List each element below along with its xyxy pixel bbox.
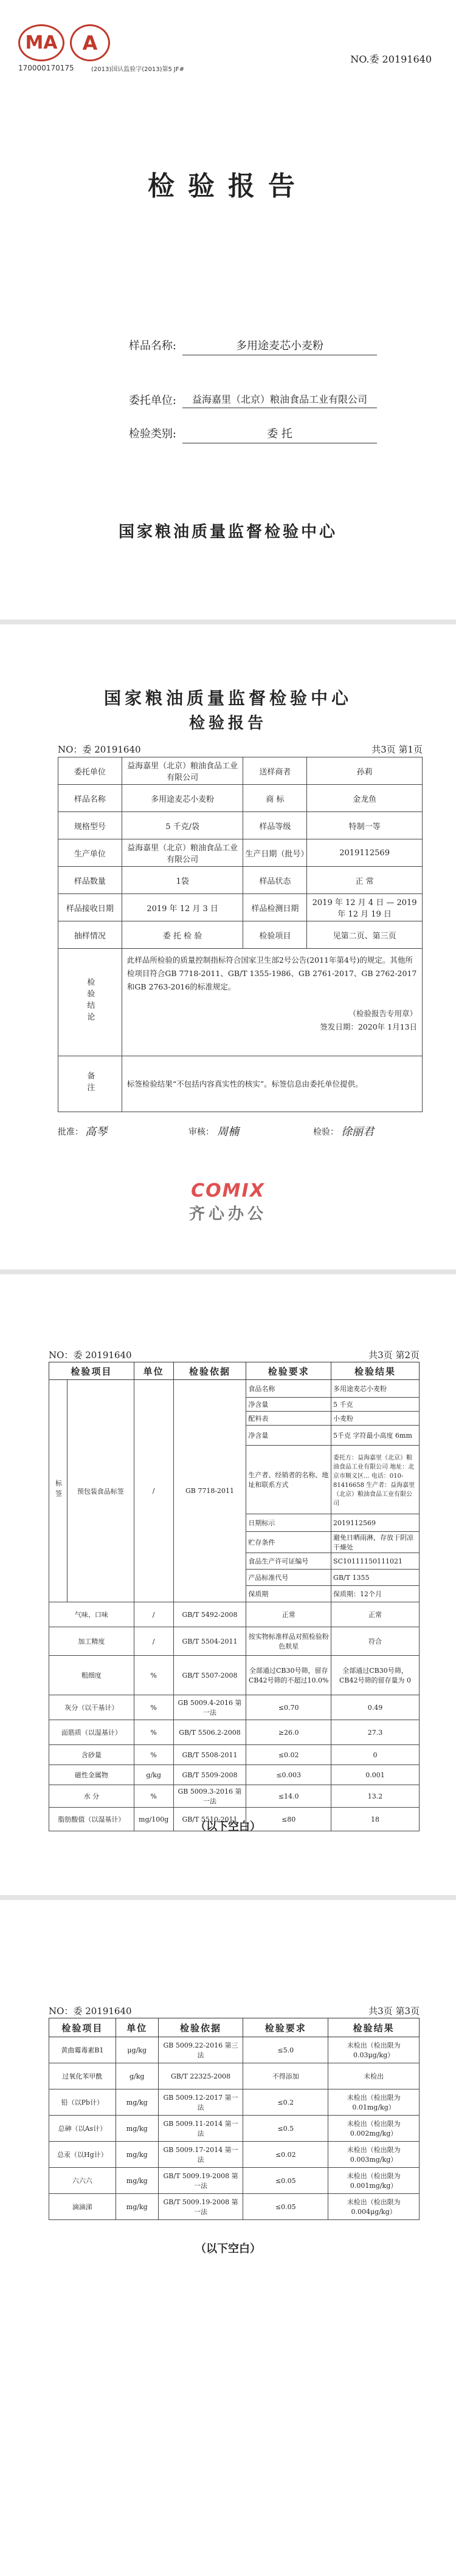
col-header: 检验依据 [173,1362,246,1380]
table-row [49,2168,420,2194]
cell: % [134,1745,173,1765]
cal-code: (2013)国认监验字(2013)第5 JF# [91,66,185,73]
cell: 样品数量 [58,867,122,894]
cell: 委 托 检 验 [122,921,243,949]
table-row [58,867,423,894]
cell: GB/T 5509-2008 [173,1765,246,1785]
cell: GB 5009.11-2014 第一法 [158,2116,243,2142]
cell: 多用途麦芯小麦粉 [331,1380,420,1398]
cell: 2019112569 [307,839,423,867]
cell: 未检出 [328,2063,420,2089]
table-row [49,2037,420,2063]
page-separator [0,1269,456,1274]
report-number: NO.委 20191640 [350,53,432,65]
cell: 18 [331,1808,420,1831]
cell: ≤80 [246,1808,331,1831]
col-header: 检验结果 [328,2018,420,2037]
cell: 送样商者 [243,757,307,785]
cell: 益海嘉里（北京）粮油食品工业有限公司 [122,839,243,867]
cell: 检验项目 [243,921,307,949]
results-table [49,1362,420,1831]
cell: 样品等级 [243,812,307,839]
cell: 生产单位 [58,839,122,867]
cell: GB/T 5508-2011 [173,1745,246,1765]
comix-cn: 齐心办公 [188,1205,267,1223]
cell: 脂肪酸值（以湿基计） [49,1808,134,1831]
cell: 2019 年 12 月 3 日 [122,894,243,921]
cell: mg/kg [116,2116,158,2142]
cell: 委托方：益海嘉里（北京）粮油食品工业有限公司 地址：北京市顺义区... 电话：010-81416658 生产者：益海嘉里（北京）粮油食品工业有限公司 [331,1446,420,1514]
report-number: NO：委 20191640 [58,744,141,755]
cell: 0 [331,1745,420,1765]
cell: 过氧化苯甲酰 [49,2063,116,2089]
cell: 特制一等 [307,812,423,839]
header-row [49,2018,420,2037]
approve-signature: 高琴 [85,1126,107,1138]
cell: mg/100g [134,1808,173,1831]
cell: 委托单位 [58,757,122,785]
cell: GB 5009.12-2017 第一法 [158,2089,243,2116]
cell: 黄曲霉毒素B1 [49,2037,116,2063]
cell: GB 5009.4-2016 第一法 [173,1695,246,1720]
cell: 不得添加 [243,2063,328,2089]
cell: % [134,1656,173,1695]
cell: ≤0.70 [246,1695,331,1720]
cell: mg/kg [116,2089,158,2116]
sample-info-table [58,757,423,1112]
center-title: 国家粮油质量监督检验中心 [103,688,352,708]
cell: 2019 年 12 月 4 日 — 2019 年 12 月 19 日 [307,894,423,921]
field-label: 样品名称: [128,340,176,352]
cell: g/kg [116,2063,158,2089]
label-group: 标签 [54,1480,63,1500]
cell: 磁性金属物 [49,1765,134,1785]
cell: 益海嘉里（北京）粮油食品工业有限公司 [122,757,243,785]
cell: 未检出（检出限为0.003mg/kg） [328,2142,420,2168]
table-row [49,2063,420,2089]
cell: 金龙鱼 [307,785,423,812]
cell: 配料表 [246,1412,331,1426]
cell: ≤0.05 [243,2168,328,2194]
cell: 食品名称 [246,1380,331,1398]
page-info: 共3页 第1页 [371,744,423,755]
conclusion-row [58,949,423,1056]
cell: ≤0.5 [243,2116,328,2142]
cell: 日期标示 [246,1514,331,1532]
cell: 粗细度 [49,1656,134,1695]
cell: 5 千克 [331,1398,420,1412]
comix-brand: COMIX [191,1180,265,1201]
cma-code: 170000170175 [18,64,74,72]
cell: SC10111150111021 [331,1553,420,1570]
cell: 正 常 [307,867,423,894]
table-row [49,1627,420,1656]
cell: 符合 [331,1627,420,1656]
cell: 正常 [331,1602,420,1627]
cell: μg/kg [116,2037,158,2063]
cell: 规格型号 [58,812,122,839]
col-header: 检验结果 [331,1362,420,1380]
field-inspection-type [91,425,407,443]
review-label: 审核： [188,1127,214,1137]
cell: 样品状态 [243,867,307,894]
cell: 避免日晒雨淋，存放于阴凉干燥处 [331,1532,420,1553]
stamp-note: （检验报告专用章） [348,1009,417,1018]
label-basis: GB 7718-2011 [173,1380,246,1602]
table-row [49,2142,420,2168]
page-separator [0,1895,456,1900]
issuing-center: 国家粮油质量监督检验中心 [118,523,337,541]
cell: 未检出（检出限为0.03μg/kg） [328,2037,420,2063]
cell: / [134,1602,173,1627]
cell: GB/T 5504-2011 [173,1627,246,1656]
cell: 未检出（检出限为0.002mg/kg） [328,2116,420,2142]
col-header: 检验项目 [49,1362,134,1380]
remark-text: 标签检验结果“不包括内容真实性的核实”。标签信息由委托单位提供。 [122,1056,422,1112]
cell: 5 千克/袋 [122,812,243,839]
report-page-3 [0,1900,456,2576]
col-header: 检验要求 [243,2018,328,2037]
cover-page [0,0,456,437]
col-header: 检验要求 [246,1362,331,1380]
cell: GB 5009.3-2016 第一法 [173,1785,246,1808]
table-row [49,1720,420,1745]
cell: GB/T 22325-2008 [158,2063,243,2089]
cell: g/kg [134,1765,173,1785]
cell: GB/T 5506.2-2008 [173,1720,246,1745]
cell: 气味、口味 [49,1602,134,1627]
cell: 面筋质（以湿基计） [49,1720,134,1745]
table-row [58,757,423,785]
table-row [49,1602,420,1627]
cell: ≤0.02 [243,2142,328,2168]
cell: 净含量 [246,1426,331,1446]
cell: 样品名称 [58,785,122,812]
cell: GB/T 5009.19-2008 第一法 [158,2168,243,2194]
cell: 按实物标准样品对照检验粉色麸星 [246,1627,331,1656]
cell: mg/kg [116,2168,158,2194]
cell: 未检出（检出限为0.004μg/kg） [328,2194,420,2220]
cma-logo-icon: MA [18,24,64,61]
remark-row [58,1056,423,1112]
table-row [49,2116,420,2142]
cell: 孙莉 [307,757,423,785]
table-row [58,921,423,949]
cell: 贮存条件 [246,1532,331,1553]
results-table [49,2018,420,2220]
comix-watermark [0,1180,456,1224]
table-row [58,812,423,839]
table-row [49,2089,420,2116]
field-value: 益海嘉里（北京）粮油食品工业有限公司 [182,392,377,408]
report-page-1 [0,624,456,1269]
cell: 样品接收日期 [58,894,122,921]
cell: ≤0.02 [246,1745,331,1765]
cover-page-lower [0,425,456,620]
cell: 5千克 字符最小高度 6mm [331,1426,420,1446]
cell: 小麦粉 [331,1412,420,1426]
cell: 总汞（以Hg计） [49,2142,116,2168]
table-row [49,2194,420,2220]
cell: GB/T 5507-2008 [173,1656,246,1695]
cell: 产品标准代号 [246,1570,331,1586]
cell: % [134,1695,173,1720]
cal-logo-icon: A [70,24,110,61]
cell: 抽样情况 [58,921,122,949]
blank-note: （以下空白） [195,1820,261,1833]
issue-date: 签发日期：2020年 1月13日 [320,1022,417,1031]
report-subtitle: 检验报告 [188,714,267,733]
cell: mg/kg [116,2194,158,2220]
table-row [58,785,423,812]
cell: 食品生产许可证编号 [246,1553,331,1570]
cell: 含砂量 [49,1745,134,1765]
table-row [58,839,423,867]
cell: 生产日期（批号） [243,839,307,867]
cell: 铅（以Pb计） [49,2089,116,2116]
header-row [49,1362,420,1380]
conclusion-text: 此样品所检验的质量控制指标符合国家卫生部2号公告(2011年第4号)的规定。其他所检项目符合GB 7718-2011、GB/T 1355-1986、GB 2761-2017、GB 2762-2017和GB 2763-2016的标准规定。 [126,955,417,991]
cell: 全部通过CB30号筛，留存CB42号筛的不超过10.0% [246,1656,331,1695]
cell: 全部通过CB30号筛，CB42号筛的留存量为 0 [331,1656,420,1695]
inspect-label: 检验： [313,1127,339,1137]
cell: GB/T 5492-2008 [173,1602,246,1627]
remark-label: 备注 [85,1071,95,1095]
cell: 13.2 [331,1785,420,1808]
cell: 0.49 [331,1695,420,1720]
cell: 六六六 [49,2168,116,2194]
approve-label: 批准： [58,1127,83,1137]
cell: GB/T 5510-2011 [173,1808,246,1831]
field-sample-name [91,337,407,355]
inspect-signature: 徐丽君 [341,1126,374,1138]
cell: 2019112569 [331,1514,420,1532]
field-client [91,392,407,410]
cell: 滴滴涕 [49,2194,116,2220]
cell: ≥26.0 [246,1720,331,1745]
cell: 27.3 [331,1720,420,1745]
report-number: NO：委 20191640 [49,1350,132,1361]
table-row [49,1745,420,1765]
cell: ≤0.2 [243,2089,328,2116]
table-row [49,1656,420,1695]
cell: 未检出（检出限为0.01mg/kg） [328,2089,420,2116]
cell: ≤14.0 [246,1785,331,1808]
cell: 灰分（以干基计） [49,1695,134,1720]
cell: 净含量 [246,1398,331,1412]
table-row [49,1765,420,1785]
cell: % [134,1720,173,1745]
col-header: 检验依据 [158,2018,243,2037]
cell: ≤5.0 [243,2037,328,2063]
cell: GB 5009.22-2016 第三法 [158,2037,243,2063]
cell: 水 分 [49,1785,134,1808]
col-header: 单位 [134,1362,173,1380]
cell: 正常 [246,1602,331,1627]
page-info: 共3页 第2页 [368,1350,420,1361]
table-row [49,1380,420,1398]
report-page-2 [0,1274,456,1895]
field-label: 委托单位: [128,394,176,407]
cell: mg/kg [116,2142,158,2168]
cell: 0.001 [331,1765,420,1785]
cell: 见第二页、第三页 [307,921,423,949]
cell: ≤0.05 [243,2194,328,2220]
cell: 多用途麦芯小麦粉 [122,785,243,812]
blank-note: （以下空白） [195,2243,261,2255]
field-value: 委 托 [182,425,377,443]
cell: 总砷（以As计） [49,2116,116,2142]
page-separator [0,620,456,624]
page-info: 共3页 第3页 [368,2006,420,2017]
cell: GB/T 5009.19-2008 第一法 [158,2194,243,2220]
cell: 保质期：12个月 [331,1586,420,1602]
label-unit: / [134,1380,173,1602]
col-header: 单位 [116,2018,158,2037]
col-header: 检验项目 [49,2018,116,2037]
review-signature: 周楠 [217,1126,239,1138]
table-row [58,894,423,921]
cell: ≤0.003 [246,1765,331,1785]
cell: GB 5009.17-2014 第一法 [158,2142,243,2168]
cell: 样品检测日期 [243,894,307,921]
cell: 未检出（检出限为0.001mg/kg） [328,2168,420,2194]
field-label: 检验类别: [128,428,176,440]
cell: 保质期 [246,1586,331,1602]
cell: 1袋 [122,867,243,894]
cell: % [134,1785,173,1808]
field-value: 多用途麦芯小麦粉 [182,337,377,355]
cell: 加工精度 [49,1627,134,1656]
report-title: 检验报告 [148,171,308,202]
conclusion-label: 检验结论 [85,978,95,1024]
cell: / [134,1627,173,1656]
label-sub: 预包装食品标签 [67,1380,134,1602]
cell: 商 标 [243,785,307,812]
table-row [49,1695,420,1720]
cell: GB/T 1355 [331,1570,420,1586]
table-row [49,1785,420,1808]
cell: 生产者、经销者的名称、地址和联系方式 [246,1446,331,1514]
report-number: NO：委 20191640 [49,2006,132,2017]
